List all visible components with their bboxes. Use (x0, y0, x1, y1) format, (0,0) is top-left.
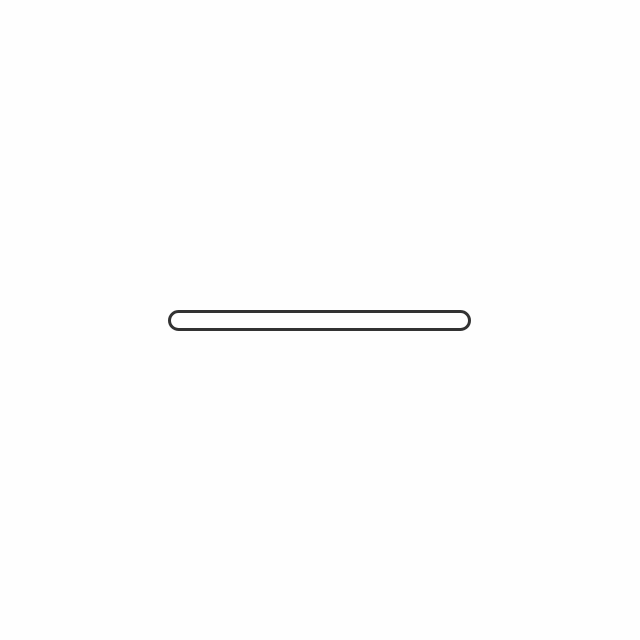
progress-bar (168, 310, 471, 331)
